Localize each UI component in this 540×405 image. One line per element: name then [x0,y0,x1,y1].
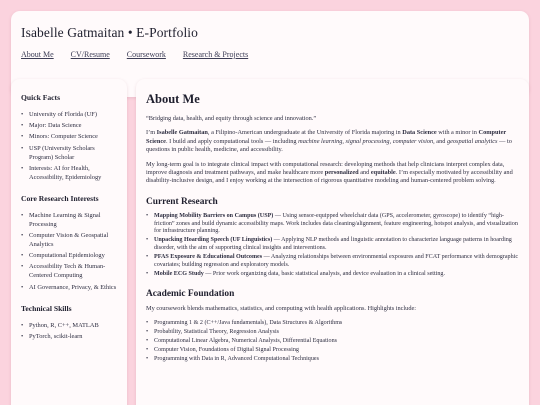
core-research-list [21,211,118,292]
list-item: • Machine Learning & Signal Processing [21,211,118,229]
list-item: • Major: Data Science [21,121,118,130]
intro-paragraph: I’m Isabelle Gatmaitan, a Filipino-American undergraduate at the University of Florida majoring in Data Science with a minor in Computer Science. I build and apply computational tools — including machine learning, signal processing, computer vision, and geospatial analytics — to questions in public health, medicine, and accessibility. [146,129,512,154]
list-item: • Programming with Data in R, Advanced Computational Techniques [146,356,520,364]
list-item: • Python, R, C++, MATLAB [21,321,118,330]
quick-facts-list [21,110,118,182]
quick-facts-heading: Quick Facts [21,93,61,102]
list-item: • Mapping Mobility Barriers on Campus (USP) — Using sensor-equipped wheelchair data (GPS, accelerometer, gyroscope) to identify “high-friction” zones and build dynamic accessibility maps. Work includes data cleaning/alignment, feature engineering, hotspot analysis, and visualization for infrastructure planning. [146,213,520,236]
core-research-heading: Core Research Interests [21,193,99,203]
current-research-heading: Current Research [146,196,218,207]
list-item: • PyTorch, scikit-learn [21,332,118,341]
technical-skills-heading: Technical Skills [21,303,72,313]
sidebar [11,79,127,405]
list-item: • Computer Vision, Foundations of Digital Signal Processing [146,347,520,355]
nav-link-cv[interactable]: CV/Resume [70,50,110,59]
core-research-section [21,194,118,292]
technical-skills-list [21,321,118,341]
list-item: • Computer Vision & Geospatial Analytics [21,231,118,249]
goals-paragraph: My long-term goal is to integrate clinical impact with computational research: developing methods that help clinicians interpret complex data, improve diagnosis and treatment pathways, and make healthcare more personalized and equitable. I’m especially motivated by accessibility and disability-inclusive design, and I enjoy working at the intersection of rigorous quantitative modeling and human-centered problem solving. [146,160,513,185]
list-item: • Minors: Computer Science [21,132,118,141]
research-list [146,213,520,279]
list-item: • PFAS Exposure & Educational Outcomes — Analyzing relationships between environmental exposures and FCAT performance with demographic covariates; building regression and exploratory models. [146,254,520,269]
list-item: • Probability, Statistical Theory, Regression Analysis [146,329,520,337]
academic-intro: My coursework blends mathematics, statistics, and computing with health applications. Highlights include: [146,305,417,313]
main-nav [21,50,519,59]
list-item: • Mobile ECG Study — Prior work organizing data, basic statistical analysis, and device evaluation in a clinical setting. [146,271,520,279]
nav-link-coursework[interactable]: Coursework [126,50,166,59]
list-item: • USP (University Scholars Program) Scholar [21,144,118,162]
list-item: • Interests: AI for Health, Accessibility, Epidemiology [21,164,118,182]
list-item: • Programming 1 & 2 (C++/Java fundamentals), Data Structures & Algorithms [146,320,520,328]
list-item: • Computational Linear Algebra, Numerical Analysis, Differential Equations [146,338,520,346]
list-item: • University of Florida (UF) [21,110,118,119]
list-item: • Unpacking Hoarding Speech (UF Linguistics) — Applying NLP methods and linguistic annotation to characterize language patterns in hoarding disorder, with the aim of supporting clinical insights and interventions. [146,237,520,252]
tagline-quote: “Bridging data, health, and equity through science and innovation.” [146,115,317,122]
quick-facts-section [21,93,118,182]
list-item: • AI Governance, Privacy, & Ethics [21,283,118,292]
technical-skills-section [21,304,118,341]
list-item: • Accessibility Tech & Human-Centered Computing [21,262,118,280]
site-title: Isabelle Gatmaitan • E-Portfolio [21,25,198,40]
list-item: • Computational Epidemiology [21,251,118,260]
academic-foundation-heading: Academic Foundation [146,289,235,300]
main-content [136,79,529,405]
coursework-list [146,320,520,364]
nav-link-research[interactable]: Research & Projects [182,50,249,59]
nav-link-about[interactable]: About Me [21,50,54,59]
about-heading: About Me [146,92,200,106]
